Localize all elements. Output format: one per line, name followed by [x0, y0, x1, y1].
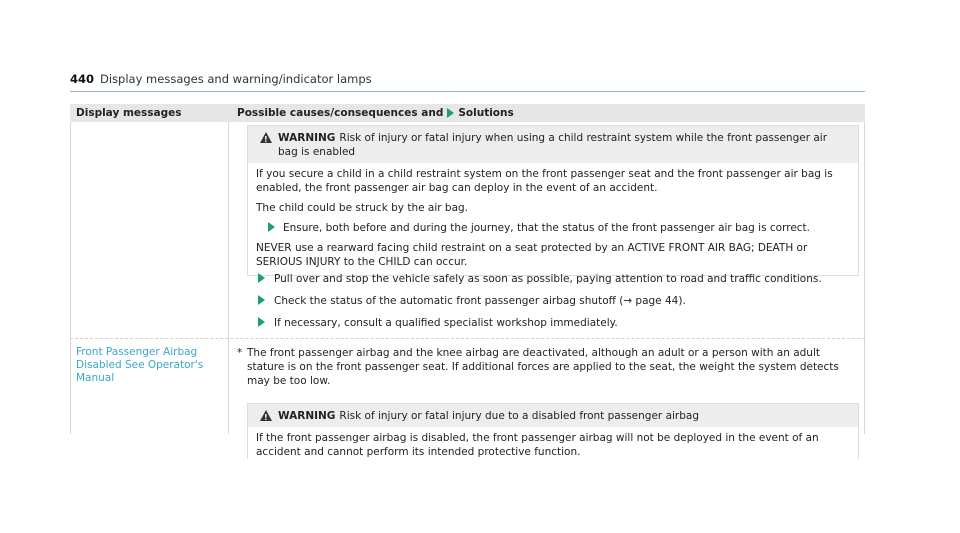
warning-step-text: Ensure, both before and during the journey, that the status of the front passenger air bag is correct.	[283, 222, 811, 234]
col-solutions-header-text: Solutions	[458, 107, 514, 119]
child-restraint-warning-box	[247, 125, 859, 276]
warning-paragraph: The child could be struck by the air bag.	[256, 202, 469, 214]
step-arrow-icon	[258, 295, 265, 305]
disabled-airbag-warning-box	[247, 403, 859, 459]
page-header	[70, 72, 372, 86]
solution-step-text: If necessary, consult a qualified specialist workshop immediately.	[274, 317, 618, 329]
solution-step	[258, 272, 822, 286]
step-arrow-icon	[258, 273, 265, 283]
solution-step-text: Check the status of the automatic front passenger airbag shutoff (→ page 44).	[274, 295, 686, 307]
display-messages-table	[70, 104, 865, 458]
col-display-messages-header: Display messages	[76, 107, 182, 119]
footnote-star: *	[237, 347, 243, 359]
row-divider	[70, 338, 865, 339]
warning-paragraph: If the front passenger airbag is disabled, the front passenger airbag will not be deployed in the event of an accident and cannot perform its intended protective function.	[256, 432, 819, 458]
warning-triangle-icon	[260, 132, 272, 143]
page-header-title: Display messages and warning/indicator lamps	[100, 72, 372, 86]
warning-body	[248, 427, 858, 459]
solution-step	[258, 316, 618, 330]
warning-label: WARNING	[278, 410, 336, 422]
warning-label: WARNING	[278, 132, 336, 144]
col-causes-solutions-header	[237, 107, 514, 119]
solution-step	[258, 294, 686, 308]
solution-step-text: Pull over and stop the vehicle safely as soon as possible, paying attention to road and traffic conditions.	[274, 273, 822, 285]
display-message-link[interactable]: Front Passenger Airbag Disabled See Operator's Manual	[76, 346, 204, 384]
warning-header	[248, 126, 858, 163]
warning-paragraph: NEVER use a rearward facing child restraint on a seat protected by an ACTIVE FRONT AIR BAG; DEATH or SERIOUS INJURY to the CHILD can occur.	[256, 242, 808, 268]
warning-triangle-icon	[260, 410, 272, 421]
warning-paragraph: If you secure a child in a child restraint system on the front passenger seat and the front passenger air bag is enabled, the front passenger air bag can deploy in the event of an accident.	[256, 168, 833, 194]
table-left-border	[70, 104, 71, 434]
table-header-row	[70, 104, 865, 122]
header-rule	[70, 91, 865, 92]
step-arrow-icon	[268, 222, 275, 232]
page-number: 440	[70, 72, 95, 86]
solution-arrow-icon	[447, 108, 454, 118]
warning-headline: Risk of injury or fatal injury when using a child restraint system while the front passenger air bag is enabled	[278, 132, 828, 158]
column-divider	[228, 104, 229, 434]
warning-body	[248, 163, 858, 275]
footnote	[237, 346, 857, 388]
warning-step	[256, 221, 850, 235]
step-arrow-icon	[258, 317, 265, 327]
table-right-border	[864, 104, 865, 434]
col-causes-header-text: Possible causes/consequences and	[237, 107, 444, 119]
footnote-text: The front passenger airbag and the knee airbag are deactivated, although an adult or a person with an adult stature is on the front passenger seat. If additional forces are applied to the seat, the weight the system detects may be too low.	[247, 347, 839, 387]
warning-header	[248, 404, 858, 427]
warning-headline: Risk of injury or fatal injury due to a disabled front passenger airbag	[339, 410, 700, 422]
